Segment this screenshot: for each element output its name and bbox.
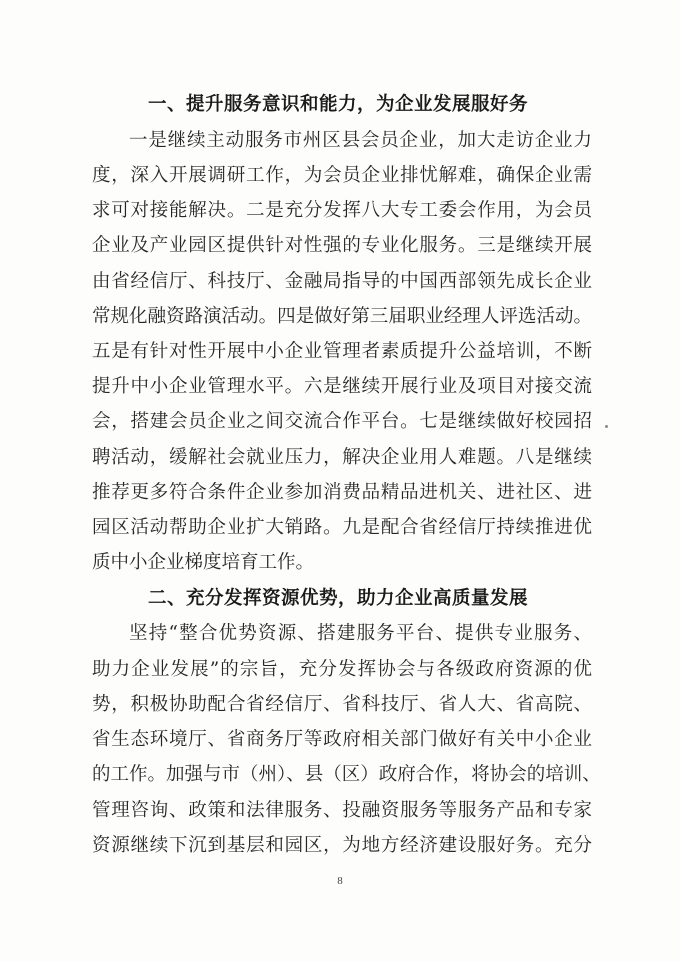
paragraph-line: 省生态环境厅、省商务厅等政府相关部门做好有关中小企业 [92, 729, 592, 750]
section-2-heading: 二、充分发挥资源优势，助力企业高质量发展 [148, 588, 529, 609]
paragraph-line: 资源继续下沉到基层和园区，为地方经济建设服好务。充分 [92, 835, 592, 856]
paragraph-line: 求可对接能解决。二是充分发挥八大专工委会作用，为会员 [92, 200, 592, 221]
paragraph-line: 一是继续主动服务市州区县会员企业，加大走访企业力 [129, 130, 592, 151]
paragraph-line: 常规化融资路演活动。四是做好第三届职业经理人评选活动。 [92, 306, 592, 327]
paragraph-line: 五是有针对性开展中小企业管理者素质提升公益培训，不断 [92, 341, 592, 362]
page-number: 8 [337, 875, 343, 887]
paragraph-line: 坚持“整合优势资源、搭建服务平台、提供专业服务、 [129, 623, 592, 644]
paragraph-line: 园区活动帮助企业扩大销路。九是配合省经信厅持续推进优 [92, 517, 592, 538]
paragraph-line: 质中小企业梯度培育工作。 [92, 552, 315, 573]
section-1-heading: 一、提升服务意识和能力，为企业发展服好务 [148, 94, 529, 115]
paragraph-line: 助力企业发展”的宗旨，充分发挥协会与各级政府资源的优 [92, 659, 592, 680]
paragraph-line: 势，积极协助配合省经信厅、省科技厅、省人大、省高院、 [92, 694, 592, 715]
paragraph-line: 聘活动，缓解社会就业压力，解决企业用人难题。八是继续 [92, 447, 592, 468]
paragraph-line: 提升中小企业管理水平。六是继续开展行业及项目对接交流 [92, 376, 592, 397]
paragraph-line: 会，搭建会员企业之间交流合作平台。七是继续做好校园招 [92, 411, 592, 432]
paragraph-line: 管理咨询、政策和法律服务、投融资服务等服务产品和专家 [92, 800, 592, 821]
paragraph-line: 推荐更多符合条件企业参加消费品精品进机关、进社区、进 [92, 482, 592, 503]
paragraph-line: 的工作。加强与市（州）、县（区）政府合作，将协会的培训、 [92, 764, 601, 785]
scan-speck [605, 425, 608, 428]
paragraph-line: 度，深入开展调研工作，为会员企业排忧解难，确保企业需 [92, 165, 592, 186]
paragraph-line: 由省经信厅、科技厅、金融局指导的中国西部领先成长企业 [92, 271, 592, 292]
paragraph-line: 企业及产业园区提供针对性强的专业化服务。三是继续开展 [92, 235, 592, 256]
